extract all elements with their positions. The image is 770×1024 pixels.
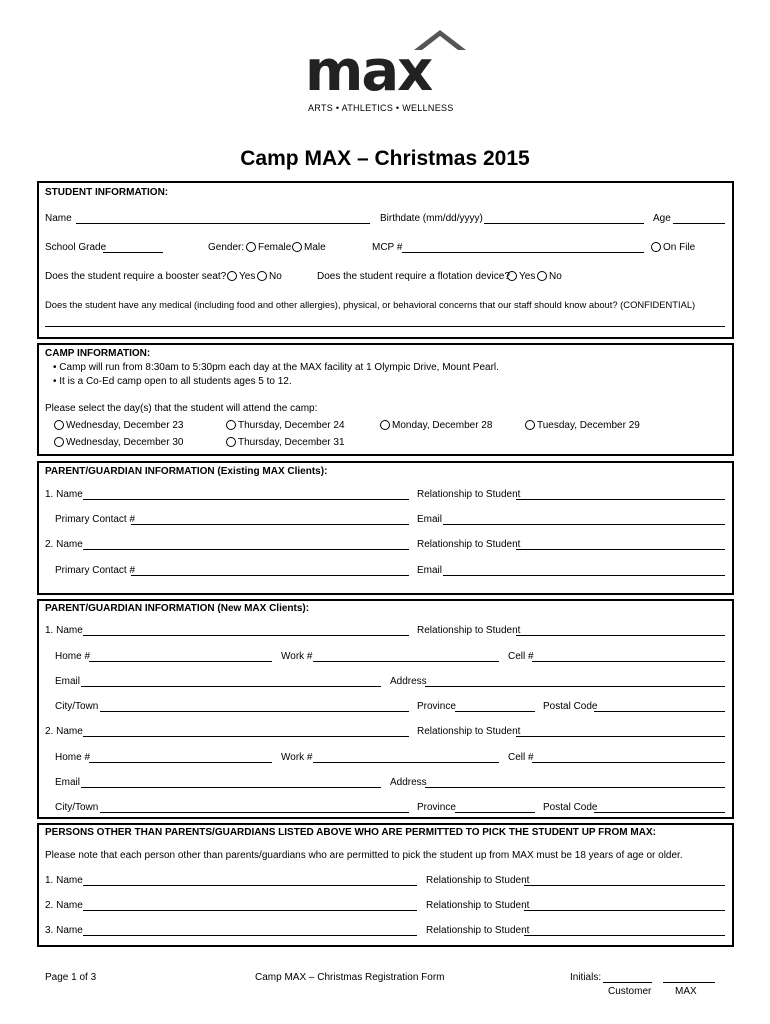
new-name2-label: 2. Name [45, 726, 83, 737]
new-email2-label: Email [55, 777, 81, 788]
new-province1-label: Province [417, 701, 456, 712]
new-name1-field[interactable] [83, 635, 409, 636]
radio-dec30[interactable] [54, 437, 64, 447]
student-info-header: STUDENT INFORMATION: [45, 187, 169, 198]
existing-relationship2-label: Relationship to Student [417, 539, 521, 550]
camp-bullet-ages: • It is a Co-Ed camp open to all students ages 5 to 12. [53, 376, 292, 387]
new-email1-label: Email [55, 676, 81, 687]
camp-bullet-hours: • Camp will run from 8:30am to 5:30pm each day at the MAX facility at 1 Olympic Drive, Mount Pearl. [53, 362, 499, 373]
existing-name1-field[interactable] [83, 499, 409, 500]
flotation-question: Does the student require a flotation device? [317, 271, 510, 282]
day-option-dec30[interactable]: Wednesday, December 30 [54, 437, 183, 449]
new-work2-field[interactable] [313, 762, 499, 763]
booster-yes-option[interactable]: Yes [227, 271, 255, 283]
pickup-name1-label: 1. Name [45, 875, 83, 886]
day-option-dec23[interactable]: Wednesday, December 23 [54, 420, 183, 432]
radio-dec23[interactable] [54, 420, 64, 430]
booster-no-option[interactable]: No [257, 271, 282, 283]
new-postal1-label: Postal Code [543, 701, 598, 712]
existing-name2-label: 2. Name [45, 539, 83, 550]
student-info-section [37, 181, 734, 339]
customer-label: Customer [608, 986, 652, 997]
age-field[interactable] [673, 223, 725, 224]
new-cell2-field[interactable] [532, 762, 725, 763]
flotation-no-option[interactable]: No [537, 271, 562, 283]
new-home2-field[interactable] [89, 762, 272, 763]
existing-name1-label: 1. Name [45, 489, 83, 500]
new-clients-section [37, 599, 734, 819]
existing-relationship1-label: Relationship to Student [417, 489, 521, 500]
pickup-relationship3-label: Relationship to Student [426, 925, 530, 936]
pickup-relationship1-field[interactable] [524, 885, 725, 886]
new-address2-field[interactable] [425, 787, 725, 788]
day-option-dec31[interactable]: Thursday, December 31 [226, 437, 345, 449]
new-relationship1-field[interactable] [516, 635, 725, 636]
radio-flotation-no[interactable] [537, 271, 547, 281]
birthdate-field[interactable] [484, 223, 644, 224]
new-postal2-field[interactable] [594, 812, 725, 813]
pickup-note: Please note that each person other than parents/guardians who are permitted to pick the student up from MAX must be 18 years of age or older. [45, 850, 683, 861]
radio-dec28[interactable] [380, 420, 390, 430]
medical-question: Does the student have any medical (including food and other allergies), physical, or behavioral concerns that our staff should know about? (CONFIDENTIAL) [45, 299, 696, 310]
booster-question: Does the student require a booster seat? [45, 271, 227, 282]
new-city1-field[interactable] [100, 711, 409, 712]
new-clients-header: PARENT/GUARDIAN INFORMATION (New MAX Clients): [45, 603, 310, 614]
day-option-dec24[interactable]: Thursday, December 24 [226, 420, 345, 432]
day-option-dec29[interactable]: Tuesday, December 29 [525, 420, 640, 432]
radio-on-file[interactable] [651, 242, 661, 252]
new-city1-label: City/Town [55, 701, 99, 712]
new-email2-field[interactable] [81, 787, 381, 788]
radio-female[interactable] [246, 242, 256, 252]
existing-relationship2-field[interactable] [516, 549, 725, 550]
new-province2-field[interactable] [455, 812, 535, 813]
new-work1-field[interactable] [313, 661, 499, 662]
new-name2-field[interactable] [83, 736, 409, 737]
new-address1-label: Address [390, 676, 427, 687]
new-province1-field[interactable] [455, 711, 535, 712]
pickup-relationship1-label: Relationship to Student [426, 875, 530, 886]
flotation-yes-option[interactable]: Yes [507, 271, 535, 283]
age-label: Age [653, 213, 671, 224]
new-relationship2-label: Relationship to Student [417, 726, 521, 737]
logo-wordmark: max [305, 39, 432, 104]
new-home1-label: Home # [55, 651, 91, 662]
medical-field[interactable] [45, 326, 725, 327]
new-cell1-label: Cell # [508, 651, 534, 662]
new-city2-label: City/Town [55, 802, 99, 813]
gender-label: Gender: [208, 242, 245, 253]
radio-dec24[interactable] [226, 420, 236, 430]
max-initials-field[interactable] [663, 982, 715, 983]
existing-name2-field[interactable] [83, 549, 409, 550]
pickup-header: PERSONS OTHER THAN PARENTS/GUARDIANS LISTED ABOVE WHO ARE PERMITTED TO PICK THE STUDENT UP FROM MAX: [45, 827, 656, 838]
new-work2-label: Work # [281, 752, 313, 763]
pickup-relationship2-label: Relationship to Student [426, 900, 530, 911]
camp-info-header: CAMP INFORMATION: [45, 348, 151, 359]
birthdate-label: Birthdate (mm/dd/yyyy) [380, 213, 483, 224]
existing-contact1-field[interactable] [131, 524, 409, 525]
new-postal1-field[interactable] [594, 711, 725, 712]
radio-male[interactable] [292, 242, 302, 252]
new-relationship1-label: Relationship to Student [417, 625, 521, 636]
new-address2-label: Address [390, 777, 427, 788]
school-grade-label: School Grade [45, 242, 107, 253]
mcp-label: MCP # [372, 242, 403, 253]
pickup-name3-field[interactable] [83, 935, 417, 936]
new-city2-field[interactable] [100, 812, 409, 813]
new-home1-field[interactable] [89, 661, 272, 662]
existing-email1-field[interactable] [443, 524, 725, 525]
new-work1-label: Work # [281, 651, 313, 662]
radio-dec31[interactable] [226, 437, 236, 447]
max-label: MAX [675, 986, 697, 997]
page-title: Camp MAX – Christmas 2015 [240, 147, 530, 170]
existing-contact2-label: Primary Contact # [55, 565, 136, 576]
new-relationship2-field[interactable] [516, 736, 725, 737]
radio-booster-no[interactable] [257, 271, 267, 281]
pickup-relationship2-field[interactable] [524, 910, 725, 911]
radio-flotation-yes[interactable] [507, 271, 517, 281]
existing-email2-label: Email [417, 565, 443, 576]
existing-relationship1-field[interactable] [516, 499, 725, 500]
student-name-field[interactable] [76, 223, 370, 224]
new-name1-label: 1. Name [45, 625, 83, 636]
new-cell2-label: Cell # [508, 752, 534, 763]
existing-email2-field[interactable] [443, 575, 725, 576]
existing-contact2-field[interactable] [131, 575, 409, 576]
new-home2-label: Home # [55, 752, 91, 763]
new-email1-field[interactable] [81, 686, 381, 687]
gender-male-option[interactable]: Male [292, 242, 326, 254]
page-number: Page 1 of 3 [45, 972, 97, 983]
pickup-name1-field[interactable] [83, 885, 417, 886]
new-province2-label: Province [417, 802, 456, 813]
existing-email1-label: Email [417, 514, 443, 525]
day-option-dec28[interactable]: Monday, December 28 [380, 420, 492, 432]
pickup-name3-label: 3. Name [45, 925, 83, 936]
gender-female-option[interactable]: Female [246, 242, 291, 254]
pickup-name2-label: 2. Name [45, 900, 83, 911]
existing-clients-header: PARENT/GUARDIAN INFORMATION (Existing MAX Clients): [45, 466, 328, 477]
initials-label: Initials: [570, 972, 602, 983]
new-postal2-label: Postal Code [543, 802, 598, 813]
existing-contact1-label: Primary Contact # [55, 514, 136, 525]
customer-initials-field[interactable] [603, 982, 652, 983]
on-file-option[interactable]: On File [651, 242, 695, 254]
mcp-field[interactable] [402, 252, 644, 253]
school-grade-field[interactable] [103, 252, 163, 253]
form-name: Camp MAX – Christmas Registration Form [255, 972, 445, 983]
new-address1-field[interactable] [425, 686, 725, 687]
radio-dec29[interactable] [525, 420, 535, 430]
pickup-relationship3-field[interactable] [524, 935, 725, 936]
radio-booster-yes[interactable] [227, 271, 237, 281]
select-days-prompt: Please select the day(s) that the student will attend the camp: [45, 403, 318, 414]
logo-tagline: ARTS • ATHLETICS • WELLNESS [308, 103, 454, 113]
name-label: Name [45, 213, 72, 224]
new-cell1-field[interactable] [532, 661, 725, 662]
pickup-name2-field[interactable] [83, 910, 417, 911]
